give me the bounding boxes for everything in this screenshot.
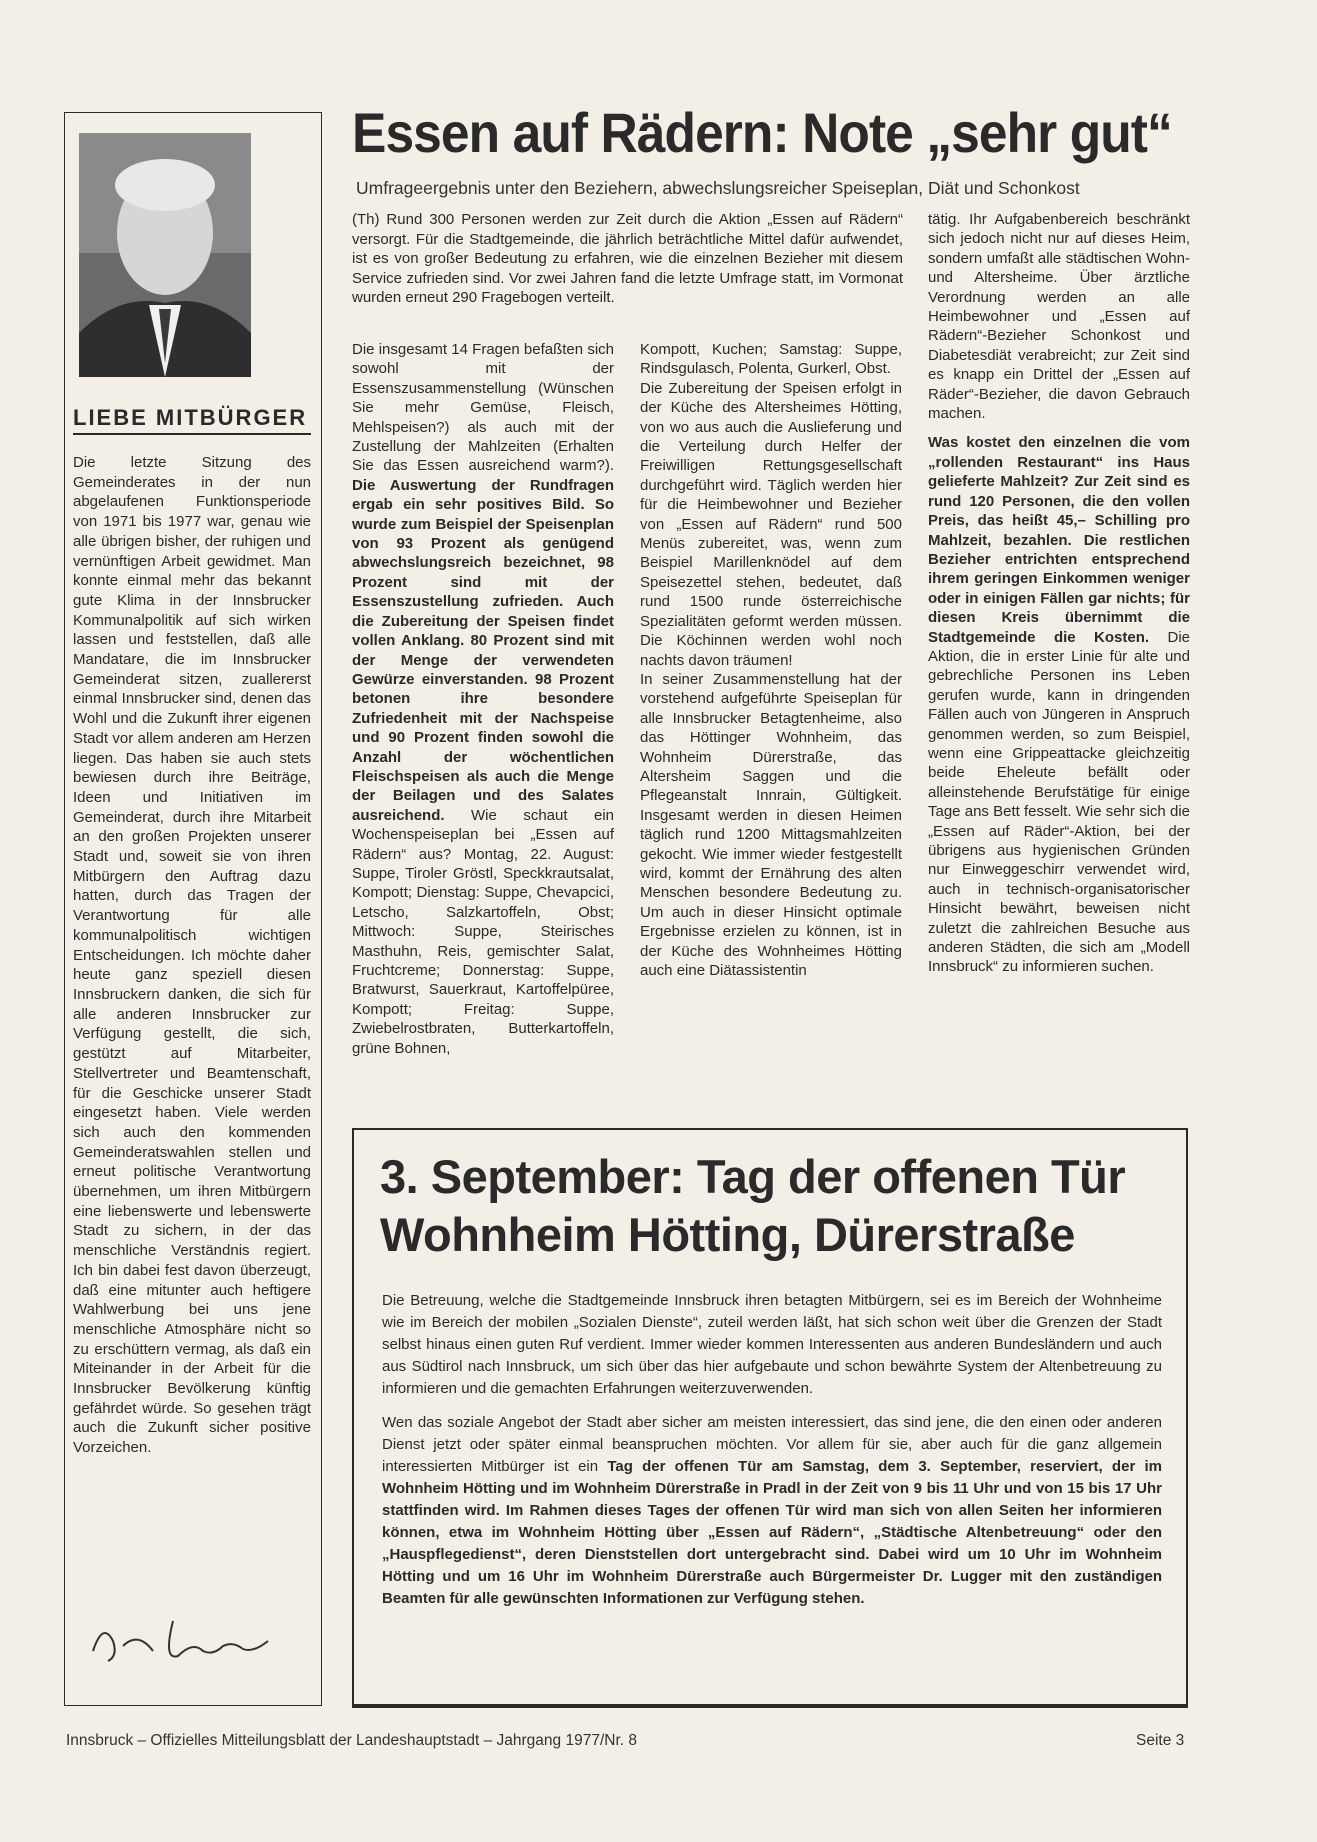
footer-publication: Innsbruck – Offizielles Mitteilungsblatt der Landeshauptstadt – Jahrgang 1977/Nr. 8	[66, 1732, 637, 1749]
announcement-box	[352, 1128, 1188, 1708]
article-column-3	[928, 210, 1190, 977]
sidebar-box	[64, 112, 322, 1706]
col1-text-b: Wie schaut ein Wochenspeiseplan bei „Essen auf Rädern“ aus? Montag, 22. August: Suppe, Tiroler Gröstl, Speckkrautsalat, Kompott; Dienstag: Suppe, Chevapcici, Letscho, Salzkartoffeln, Obst; Mittwoch: Suppe, Steirisches Masthuhn, Reis, gemischter Salat, Fruchtcreme; Donnerstag: Suppe, Bratwurst, Sauerkraut, Kartoffelpüree, Kompott; Freitag: Suppe, Zwiebelrostbraten, Butterkartoffeln, grüne Bohnen,	[352, 806, 614, 1057]
col3-text-b: Die Aktion, die in erster Linie für alte und gebrechliche Personen ins Leben gerufen wurde, kann in dringenden Fällen auch von Jüngeren in Anspruch genommen werden, so zum Beispiel, wenn eine Grippeattacke gleichzeitig beide Eheleute befällt oder alleinstehende Berufstätige für einige Tage ans Bett fesselt. Wie sehr sich die „Essen auf Räder“-Aktion, bei der übrigens aus hygienischen Gründen nur Einweggeschirr verwendet wird, auch in technisch-organisatorischer Hinsicht bewährt, beweisen nicht zuletzt die zahlreichen Besuche aus anderen Städten, die sich am „Modell Innsbruck“ zu informieren suchen.	[928, 628, 1190, 976]
col3-text-a: tätig. Ihr Aufgabenbereich beschränkt sich jedoch nicht nur auf dieses Heim, sondern umfaßt alle städtischen Wohn- und Altersheime. Über ärztliche Verordnung werden an alle Heimbewohner und „Essen auf Rädern“-Bezieher Schonkost und Diabetesdiät verabreicht; zur Zeit sind es knapp ein Drittel der „Essen auf Räder“-Bezieher, die davon Gebrauch machen.	[928, 211, 1190, 423]
article-column-2	[640, 340, 902, 980]
announcement-paragraph-1: Die Betreuung, welche die Stadtgemeinde Innsbruck ihren betagten Mitbürgern, sei es im Bereich der Wohnheime wie im Bereich der mobilen „Sozialen Dienste“, zuteil werden läßt, hat sich schon weit über die Grenzen der Stadt selbst hinaus einen guten Ruf verdient. Immer wieder kommen Interessenten aus anderen Bundesländern und auch aus Südtirol nach Innsbruck, um sich über das hier aufgebaute und schon bewährte System der Altenbetreuung zu informieren und die gemachten Erfahrungen weiterzuverwenden.	[382, 1292, 1162, 1397]
announcement-paragraph-2	[382, 1412, 1162, 1610]
portrait-photo	[79, 133, 251, 377]
announcement-paragraph-2-text: Wen das soziale Angebot der Stadt aber sicher am meisten interessiert, das sind jene, die den einen oder anderen Dienst jetzt oder später einmal beanspruchen möchten. Vor allem für sie, aber auch für die ganz allgemein interessierten Mitbürger ist ein	[382, 1414, 1162, 1475]
article-subhead: Umfrageergebnis unter den Beziehern, abwechslungsreicher Speiseplan, Diät und Schonkost	[356, 178, 1080, 198]
col1-bold: Die Auswertung der Rundfragen ergab ein sehr positives Bild. So wurde zum Beispiel der Speisenplan von 93 Prozent als genügend abwechslungsreich bezeichnet, 98 Prozent sind mit der Essenszustellung zufrieden. Auch die Zubereitung der Speisen findet vollen Anklang. 80 Prozent sind mit der Menge der verwendeten Gewürze einverstanden. 98 Prozent betonen ihre besondere Zufriedenheit mit der Nachspeise und 90 Prozent finden sowohl die Anzahl der wöchentlichen Fleischspeisen als auch die Menge der Beilagen und des Salates ausreichend.	[352, 476, 614, 824]
signature	[83, 1601, 283, 1671]
sidebar-text: Die letzte Sitzung des Gemeinderates in der nun abgelaufenen Funktionsperiode von 1971 bis 1977 war, genau wie alle übrigen bisher, der ruhigen und vernünftigen Arbeit gewidmet. Man konnte einmal mehr das bekannt gute Klima in der Innsbrucker Kommunalpolitik auf sich wirken lassen und feststellen, daß alle Mandatare, die im Innsbrucker Gemeinderat sitzen, zuallererst einmal Innsbrucker sind, denen das Wohl und die Zukunft ihrer eigenen Stadt vor allem anderen am Herzen liegen. Das haben sie auch stets bewiesen durch ihre Beiträge, Ideen und Initiativen im Gemeinderat, durch ihre Mitarbeit an den großen Projekten unserer Stadt und, soweit sie von ihren Mitbürgern den Auftrag dazu hatten, durch das Tragen der Verantwortung für alle kommunalpolitisch wichtigen Entscheidungen. Ich möchte daher heute ganz speziell diesen Innsbruckern danken, die sich für alle anderen Innsbrucker zur Verfügung gestellt, die sich, gestützt auf Mitarbeiter, Stellvertreter und Beamtenschaft, für die Geschicke unserer Stadt eingesetzt haben. Viele werden sich auch den kommenden Gemeinderatswahlen stellen und erneut politische Verantwortung übernehmen, um ihren Mitbürgern eine liebenswerte und lebenswerte Stadt zu sichern, in der das menschliche Verständnis regiert. Ich bin dabei fest davon überzeugt, daß eine mitunter auch heftigere Wahlwerbung bei uns jene menschliche Atmosphäre nicht so zu erschüttern vermag, als daß ein Miteinander in der Arbeit für die Innsbrucker Bevölkerung künftig gefährdet würde. So gesehen trägt auch die Zukunft sicher positive Vorzeichen.	[73, 454, 311, 1457]
col3-bold: Was kostet den einzelnen die vom „rollenden Restaurant“ ins Haus gelieferte Mahlzeit? Zur Zeit sind es rund 120 Personen, die den vollen Preis, das heißt 45,– Schilling pro Mahlzeit, bezahlen. Die restlichen Bezieher entrichten entsprechend ihrem geringen Einkommen weniger oder in einigen Fällen gar nichts; für diesen Kreis übernimmt die Stadtgemeinde die Kosten.	[928, 434, 1190, 646]
announcement-paragraph-2-bold: Tag der offenen Tür am Samstag, dem 3. September, reserviert, der im Wohnheim Hötting und im Wohnheim Dürerstraße in Pradl in der Zeit von 9 bis 11 Uhr und von 15 bis 17 Uhr stattfinden wird. Im Rahmen dieses Tages der offenen Tür wird man sich von allen Seiten her informieren können, etwa im Wohnheim Hötting über „Essen auf Rädern“, „Städtische Altenbetreuung“ oder den „Hauspflegedienst“, deren Dienststellen dort untergebracht sind. Dabei wird um 10 Uhr im Wohnheim Hötting und um 16 Uhr im Wohnheim Dürerstraße auch Bürgermeister Dr. Lugger mit den zuständigen Beamten für alle gewünschten Informationen zur Verfügung stehen.	[382, 1458, 1163, 1607]
article-column-1	[352, 340, 614, 1058]
col2-text-c: In seiner Zusammenstellung hat der vorstehend aufgeführte Speiseplan für alle Innsbrucker Betagtenheime, also das Höttinger Wohnheim, das Wohnheim Dürerstraße, das Altersheim Saggen und die Pflegeanstalt Innrain, Gültigkeit. Insgesamt werden in diesen Heimen täglich rund 1200 Mittagsmahlzeiten gekocht. Wie immer wieder festgestellt wird, kommt der Ernährung des alten Menschen besondere Bedeutung zu. Um auch in dieser Hinsicht optimale Ergebnisse erzielen zu können, ist in der Küche des Wohnheimes Hötting auch eine Diätassistentin	[640, 670, 902, 979]
portrait-image	[79, 133, 251, 377]
announcement-title	[380, 1148, 1170, 1264]
announcement-text	[382, 1290, 1162, 1622]
announcement-title-line-1: 3. September: Tag der offenen Tür	[380, 1150, 1126, 1203]
col2-text-a: Kompott, Kuchen; Samstag: Suppe, Rindsgulasch, Polenta, Gurkerl, Obst.	[640, 341, 902, 378]
col1-text-a: Die insgesamt 14 Fragen befaßten sich sowohl mit der Essenszusammenstellung (Wünschen Sie mehr Gemüse, Fleisch, Mehlspeisen?) als auch mit der Zustellung der Mahlzeiten (Erhalten Sie das Essen ausreichend warm?).	[352, 341, 614, 475]
sidebar-title: LIEBE MITBÜRGER	[73, 405, 311, 435]
col2-text-b: Die Zubereitung der Speisen erfolgt in der Küche des Altersheimes Hötting, von wo aus auch die Auslieferung und die Verteilung durch Helfer der Freiwilligen Rettungsgesellschaft durchgeführt wird. Täglich werden hier für die Heimbewohner und Bezieher von „Essen auf Rädern“ rund 500 Menüs zubereitet, was, wenn zum Beispiel Marillenknödel auf dem Speisezettel stehen, bedeutet, daß rund 1500 runde österreichische Spezialitäten geformt werden müssen. Die Köchinnen werden wohl noch nachts davon träumen!	[640, 379, 902, 669]
footer-page-number: Seite 3	[1136, 1732, 1185, 1749]
article-headline: Essen auf Rädern: Note „sehr gut“	[352, 101, 1172, 164]
announcement-title-line-2: Wohnheim Hötting, Dürerstraße	[380, 1208, 1075, 1261]
article-intro: (Th) Rund 300 Personen werden zur Zeit durch die Aktion „Essen auf Rädern“ versorgt. Für die Stadtgemeinde, die jährlich beträchtliche Mittel dafür aufwendet, ist es von großer Bedeutung zu erfahren, wie die einzelnen Bezieher mit diesem Service zufrieden sind. Vor zwei Jahren fand die letzte Umfrage statt, im Vormonat wurden erneut 290 Fragebogen verteilt.	[352, 211, 903, 306]
